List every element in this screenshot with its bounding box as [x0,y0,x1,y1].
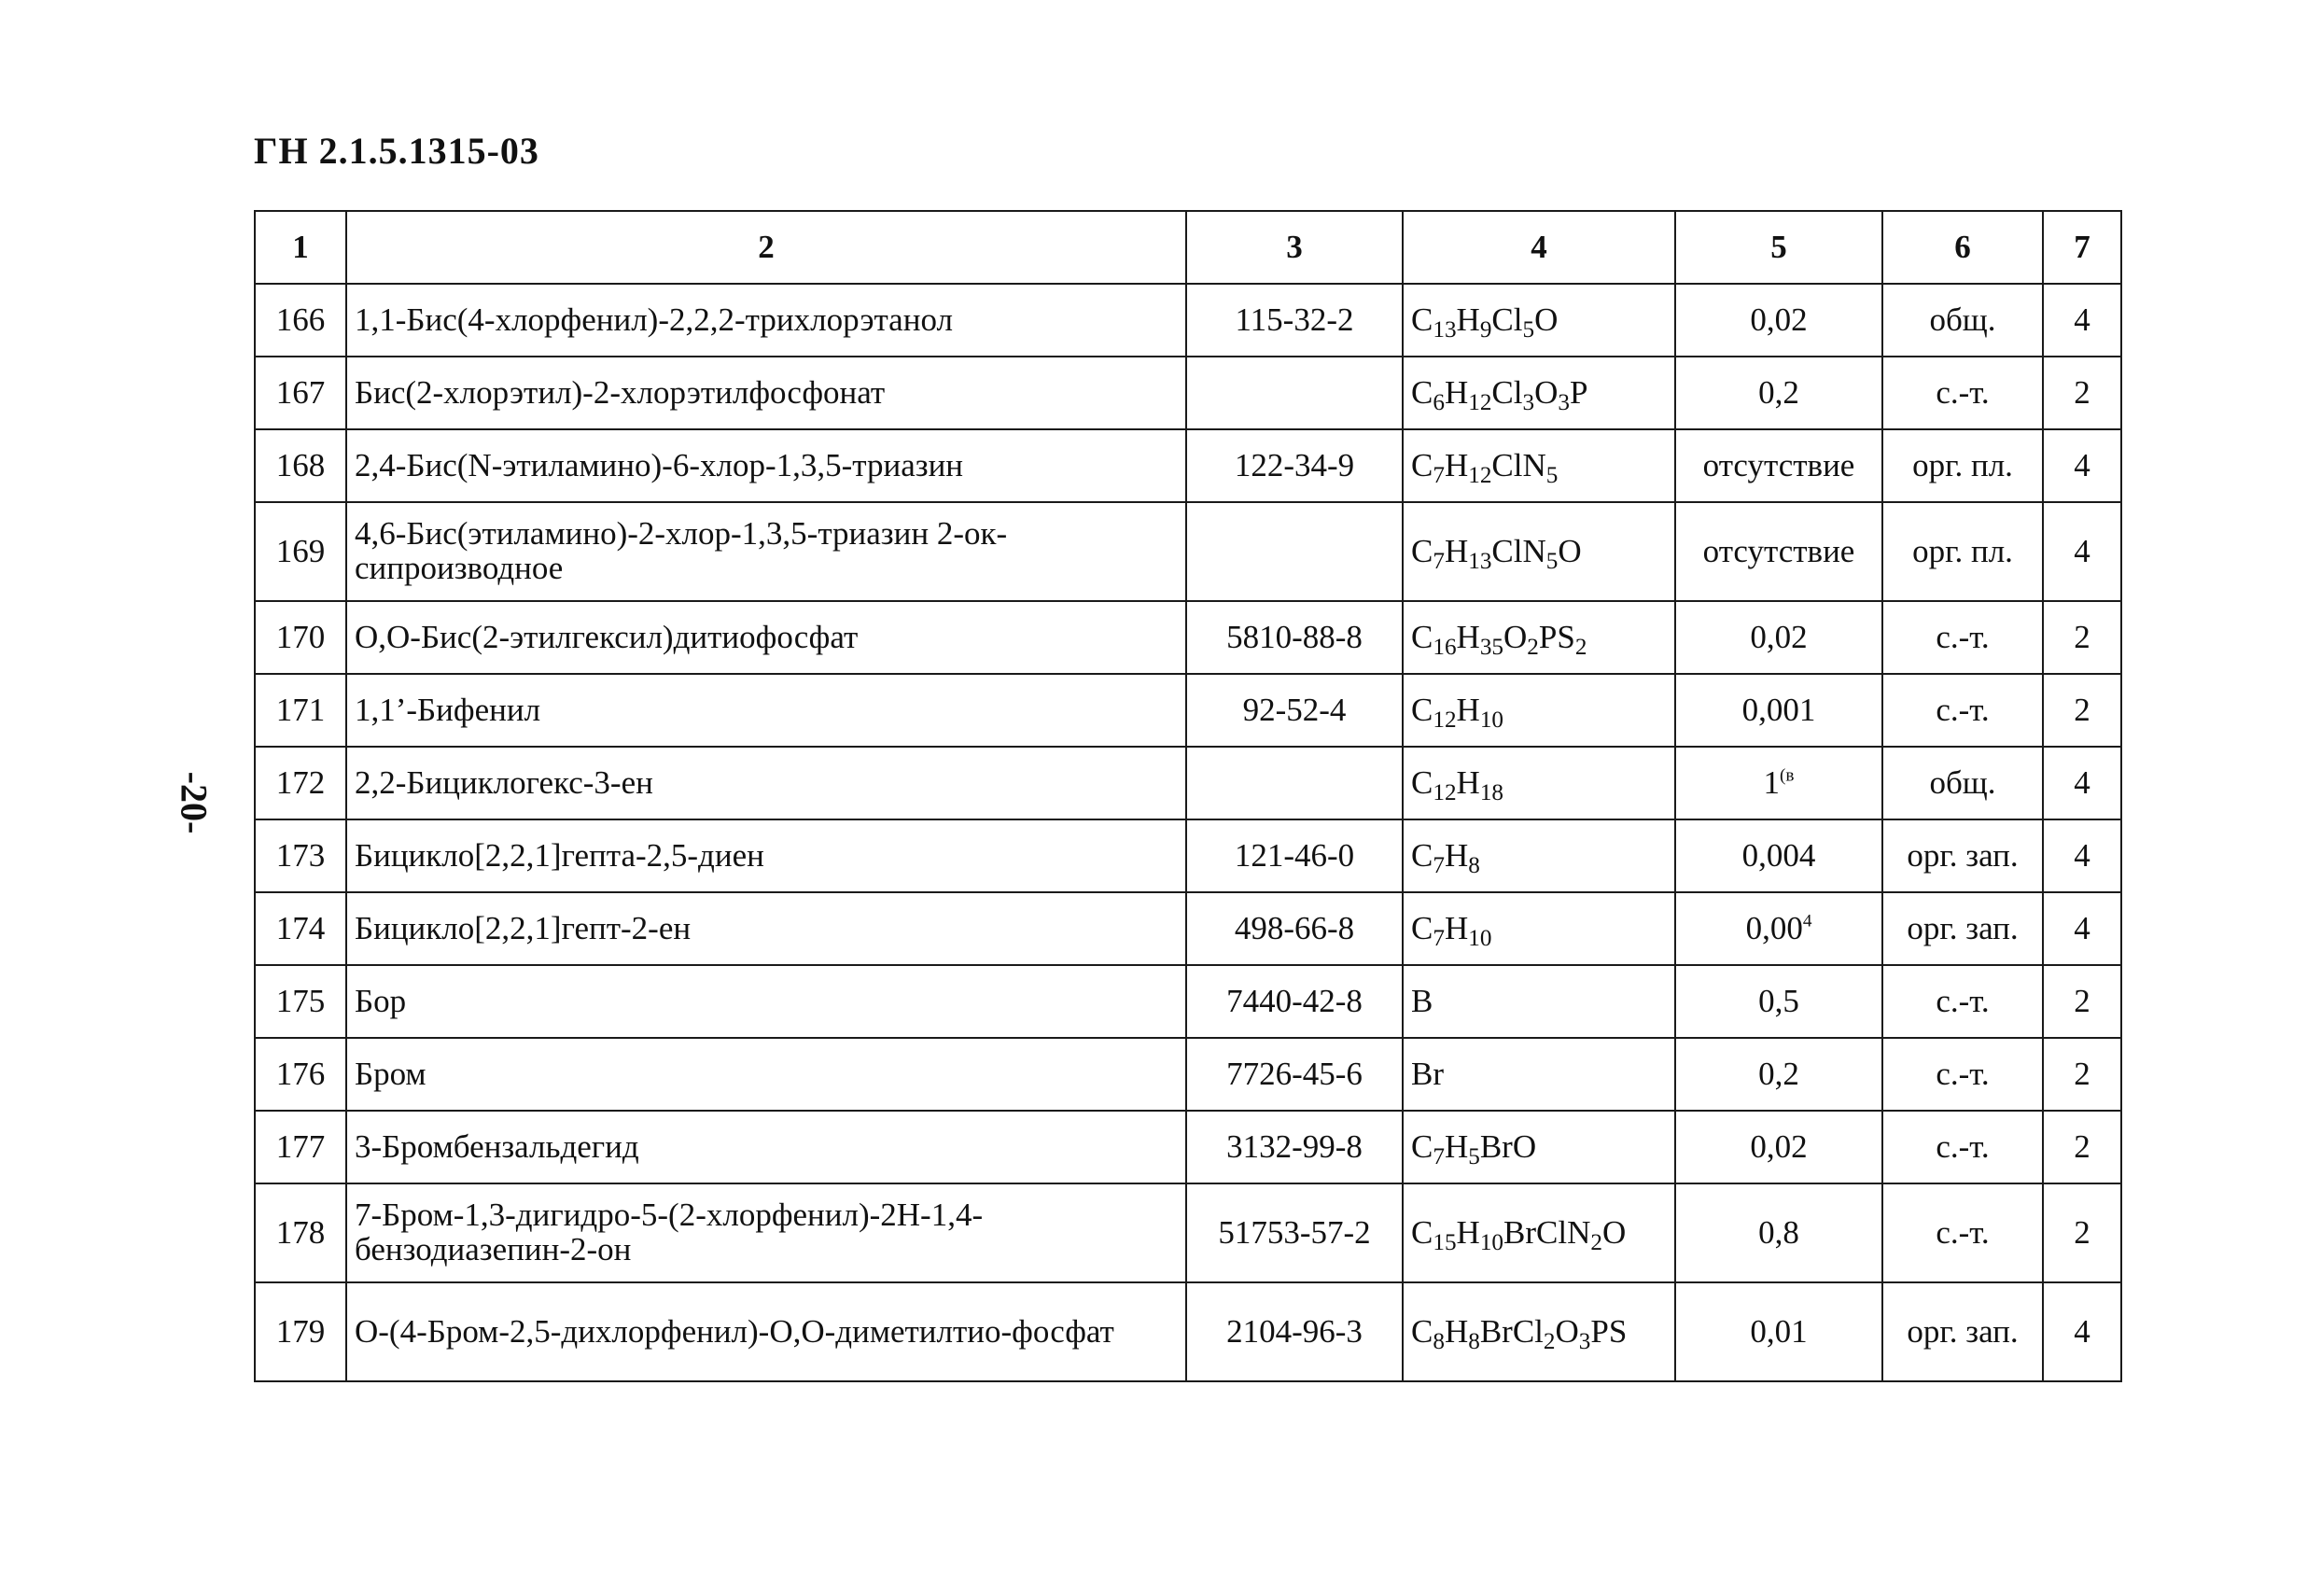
formula-element: C [1411,1313,1433,1350]
formula-element: P [1569,374,1588,411]
harm-indicator: с.-т. [1882,1038,2043,1111]
row-number: 178 [255,1183,346,1282]
formula-subscript: 13 [1433,317,1457,343]
row-number: 170 [255,601,346,674]
formula-element: Cl [1491,374,1523,411]
formula-element: H [1444,447,1469,483]
table-body [255,284,2121,1381]
table-row [255,819,2121,892]
substance-name: Бор [346,965,1186,1038]
table-row [255,674,2121,747]
substance-name: O-(4-Бром-2,5-дихлорфенил)-O,O-диметилтио-фосфат [346,1282,1186,1381]
chemical-formula [1403,357,1675,429]
cas-number: 122-34-9 [1186,429,1403,502]
normative-value [1675,502,1882,601]
normative-value [1675,601,1882,674]
hazard-class: 2 [2043,674,2121,747]
substance-name: 1,1-Бис(4-хлорфенил)-2,2,2-трихлорэтанол [346,284,1186,357]
formula-subscript: 13 [1468,549,1492,575]
table-row [255,965,2121,1038]
column-header: 3 [1186,211,1403,284]
table-row [255,892,2121,965]
value-text: 0,01 [1750,1313,1808,1350]
chemical-formula [1403,284,1675,357]
row-number: 174 [255,892,346,965]
formula-subscript: 5 [1545,549,1559,575]
harm-indicator: орг. зап. [1882,1282,2043,1381]
formula-subscript: 6 [1433,390,1445,416]
chemical-formula [1403,429,1675,502]
cas-number: 7440-42-8 [1186,965,1403,1038]
table-row [255,1282,2121,1381]
formula-subscript: 12 [1468,390,1492,416]
row-number: 177 [255,1111,346,1183]
formula-element: H [1444,374,1469,411]
formula-subscript: 3 [1578,1329,1591,1355]
formula-subscript: 10 [1468,926,1492,952]
formula-element: H [1456,301,1480,338]
formula-subscript: 10 [1479,707,1504,734]
formula-element: C [1411,301,1433,338]
harm-indicator: с.-т. [1882,601,2043,674]
substance-name: 1,1’-Бифенил [346,674,1186,747]
substance-name: 7-Бром-1,3-дигидро-5-(2-хлорфенил)-2H-1,4-бензодиазепин-2-он [346,1183,1186,1282]
value-footnote: (в [1780,765,1795,786]
substance-name: 2,2-Бициклогекс-3-ен [346,747,1186,819]
value-text: отсутствие [1702,533,1855,569]
cas-number: 3132-99-8 [1186,1111,1403,1183]
row-number: 172 [255,747,346,819]
row-number: 176 [255,1038,346,1111]
formula-subscript: 3 [1522,390,1535,416]
cas-number [1186,357,1403,429]
formula-element: H [1456,764,1480,801]
formula-element: H [1456,692,1480,728]
formula-subscript: 8 [1468,853,1480,879]
formula-subscript: 7 [1433,926,1445,952]
normative-value [1675,892,1882,965]
formula-element: Br [1411,1056,1444,1092]
formula-element: C [1411,1128,1433,1165]
value-text: 0,5 [1758,983,1799,1019]
normative-value [1675,674,1882,747]
normative-value [1675,1282,1882,1381]
formula-element: PS [1538,619,1575,655]
formula-subscript: 10 [1479,1230,1504,1256]
formula-element: C [1411,1214,1433,1251]
hazard-class: 4 [2043,502,2121,601]
formula-subscript: 2 [1590,1230,1602,1256]
value-text: 1 [1763,764,1780,801]
row-number: 168 [255,429,346,502]
cas-number [1186,502,1403,601]
formula-element: C [1411,910,1433,946]
normative-value [1675,1038,1882,1111]
harm-indicator: орг. пл. [1882,502,2043,601]
formula-subscript: 3 [1558,390,1570,416]
formula-subscript: 5 [1522,317,1535,343]
harm-indicator: орг. зап. [1882,892,2043,965]
formula-element: O [1503,619,1528,655]
chemical-formula [1403,601,1675,674]
cas-number: 115-32-2 [1186,284,1403,357]
cas-number [1186,747,1403,819]
formula-element: BrClN [1503,1214,1591,1251]
value-text: 0,2 [1758,1056,1799,1092]
substance-name: Бис(2-хлорэтил)-2-хлорэтилфосфонат [346,357,1186,429]
formula-element: Cl [1491,301,1523,338]
document-code: ГН 2.1.5.1315-03 [254,130,539,172]
normative-value [1675,965,1882,1038]
row-number: 171 [255,674,346,747]
hazard-class: 4 [2043,1282,2121,1381]
row-number: 179 [255,1282,346,1381]
chemical-formula [1403,747,1675,819]
table-row [255,601,2121,674]
chemical-formula [1403,1282,1675,1381]
harm-indicator: с.-т. [1882,1183,2043,1282]
value-text: 0,004 [1741,837,1816,874]
normative-value [1675,1111,1882,1183]
formula-element: H [1456,1214,1480,1251]
table-row [255,1111,2121,1183]
column-header: 4 [1403,211,1675,284]
cas-number: 498-66-8 [1186,892,1403,965]
substance-name: Бром [346,1038,1186,1111]
cas-number: 2104-96-3 [1186,1282,1403,1381]
column-header: 6 [1882,211,2043,284]
harm-indicator: орг. зап. [1882,819,2043,892]
row-number: 166 [255,284,346,357]
formula-subscript: 16 [1433,635,1457,661]
formula-subscript: 5 [1468,1144,1480,1170]
formula-element: C [1411,837,1433,874]
hazard-class: 2 [2043,1111,2121,1183]
hazard-class: 4 [2043,429,2121,502]
row-number: 169 [255,502,346,601]
value-footnote: 4 [1802,911,1812,931]
normative-value [1675,1183,1882,1282]
value-text: 0,02 [1750,301,1808,338]
substance-name: O,O-Бис(2-этилгексил)дитиофосфат [346,601,1186,674]
value-text: 0,2 [1758,374,1799,411]
row-number: 167 [255,357,346,429]
cas-number: 5810-88-8 [1186,601,1403,674]
chemical-formula [1403,819,1675,892]
harm-indicator: с.-т. [1882,1111,2043,1183]
substances-table [254,210,2122,1382]
table-row [255,747,2121,819]
formula-element: ClN [1491,447,1546,483]
formula-subscript: 7 [1433,463,1445,489]
harm-indicator: орг. пл. [1882,429,2043,502]
hazard-class: 4 [2043,747,2121,819]
formula-element: C [1411,619,1433,655]
table-row [255,429,2121,502]
chemical-formula [1403,1111,1675,1183]
value-text: 0,8 [1758,1214,1799,1251]
formula-element: O [1558,533,1582,569]
formula-element: O [1534,374,1559,411]
formula-element: H [1444,1128,1469,1165]
formula-subscript: 8 [1468,1329,1480,1355]
row-number: 175 [255,965,346,1038]
table-row [255,1183,2121,1282]
harm-indicator: с.-т. [1882,674,2043,747]
formula-subscript: 7 [1433,549,1445,575]
formula-element: C [1411,533,1433,569]
hazard-class: 2 [2043,601,2121,674]
value-text: 0,001 [1741,692,1816,728]
formula-element: BrO [1479,1128,1537,1165]
formula-subscript: 8 [1433,1329,1445,1355]
formula-subscript: 7 [1433,1144,1445,1170]
page-number-label: -20- [173,771,216,834]
hazard-class: 2 [2043,965,2121,1038]
cas-number: 7726-45-6 [1186,1038,1403,1111]
column-header: 1 [255,211,346,284]
formula-element: H [1444,1313,1469,1350]
formula-element: O [1601,1214,1627,1251]
formula-subscript: 15 [1433,1230,1457,1256]
formula-element: ClN [1491,533,1546,569]
formula-subscript: 12 [1433,707,1457,734]
formula-element: H [1444,910,1469,946]
formula-subscript: 35 [1479,635,1504,661]
column-header: 7 [2043,211,2121,284]
formula-subscript: 7 [1433,853,1445,879]
normative-value [1675,284,1882,357]
formula-element: PS [1590,1313,1628,1350]
hazard-class: 4 [2043,892,2121,965]
formula-element: H [1456,619,1480,655]
column-header: 2 [346,211,1186,284]
formula-element: B [1411,983,1433,1019]
harm-indicator: с.-т. [1882,357,2043,429]
substance-name: 4,6-Бис(этиламино)-2-хлор-1,3,5-триазин 2-ок-сипроизводное [346,502,1186,601]
formula-element: O [1555,1313,1579,1350]
value-text: отсутствие [1702,447,1855,483]
cas-number: 92-52-4 [1186,674,1403,747]
formula-subscript: 18 [1479,780,1504,806]
table-row [255,357,2121,429]
formula-element: C [1411,692,1433,728]
normative-value [1675,429,1882,502]
normative-value [1675,747,1882,819]
formula-element: H [1444,533,1469,569]
formula-element: C [1411,447,1433,483]
hazard-class: 2 [2043,1038,2121,1111]
value-text: 0,02 [1750,619,1808,655]
formula-subscript: 9 [1479,317,1492,343]
chemical-formula [1403,1038,1675,1111]
cas-number: 121-46-0 [1186,819,1403,892]
substance-name: 2,4-Бис(N-этиламино)-6-хлор-1,3,5-триазин [346,429,1186,502]
formula-element: H [1444,837,1469,874]
formula-subscript: 12 [1468,463,1492,489]
formula-element: C [1411,764,1433,801]
harm-indicator: с.-т. [1882,965,2043,1038]
formula-subscript: 2 [1543,1329,1556,1355]
table-row [255,284,2121,357]
normative-value [1675,357,1882,429]
formula-subscript: 12 [1433,780,1457,806]
hazard-class: 4 [2043,284,2121,357]
value-text: 0,02 [1750,1128,1808,1165]
formula-subscript: 2 [1527,635,1539,661]
harm-indicator: общ. [1882,747,2043,819]
hazard-class: 2 [2043,357,2121,429]
chemical-formula [1403,674,1675,747]
cas-number: 51753-57-2 [1186,1183,1403,1282]
value-text: 0,00 [1745,910,1803,946]
harm-indicator: общ. [1882,284,2043,357]
hazard-class: 4 [2043,819,2121,892]
table-header-row [255,211,2121,284]
substance-name: Бицикло[2,2,1]гепта-2,5-диен [346,819,1186,892]
row-number: 173 [255,819,346,892]
chemical-formula [1403,965,1675,1038]
formula-element: C [1411,374,1433,411]
chemical-formula [1403,502,1675,601]
formula-subscript: 2 [1574,635,1587,661]
chemical-formula [1403,1183,1675,1282]
substance-name: 3-Бромбензальдегид [346,1111,1186,1183]
table-row [255,502,2121,601]
normative-value [1675,819,1882,892]
substance-name: Бицикло[2,2,1]гепт-2-ен [346,892,1186,965]
table-row [255,1038,2121,1111]
column-header: 5 [1675,211,1882,284]
formula-subscript: 5 [1545,463,1559,489]
hazard-class: 2 [2043,1183,2121,1282]
chemical-formula [1403,892,1675,965]
formula-element: O [1534,301,1559,338]
formula-element: BrCl [1479,1313,1544,1350]
